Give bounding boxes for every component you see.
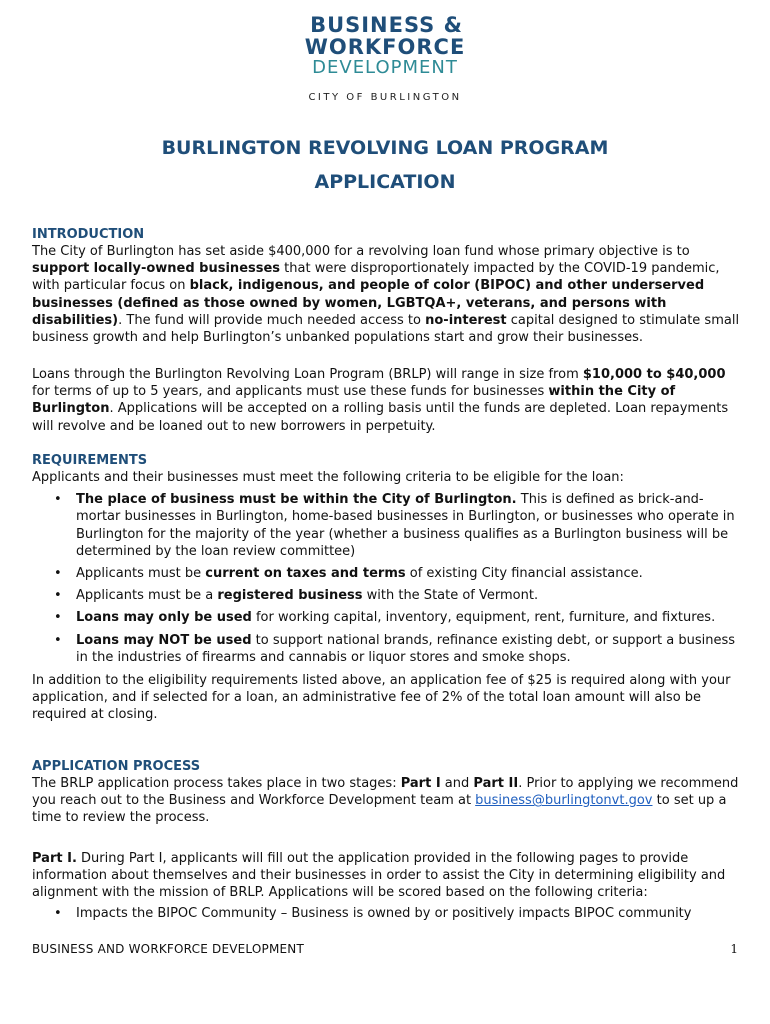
application-process-section	[32, 758, 742, 827]
requirement-item: • Applicants must be a registered business with the State of Vermont.	[54, 588, 539, 604]
application-process-heading: APPLICATION PROCESS	[32, 759, 201, 774]
introduction-paragraph-2: Loans through the Burlington Revolving Loan Program (BRLP) will range in size from $10,000 to $40,000 for terms of up to 5 years, and applicants must use these funds for businesses within the City of Burlington. Applications will be accepted on a rolling basis until the funds are depleted. Loan repayments will revolve and be loaned out to new borrowers in perpetuity.	[32, 367, 729, 434]
part-1-description: Part I. During Part I, applicants will fill out the application provided in the following pages to provide information about themselves and their businesses in order to assist the City in determining eligibility and alignment with the mission of BRLP. Applications will be scored based on the following criteria:	[32, 851, 726, 901]
document-title-line-2: APPLICATION	[314, 171, 456, 193]
requirement-item: • Loans may NOT be used to support national brands, refinance existing debt, or support a business in the industries of firearms and cannabis or liquor stores and smoke shops.	[54, 632, 736, 665]
introduction-heading: INTRODUCTION	[32, 227, 145, 242]
criteria-list	[32, 905, 742, 922]
part-1-label: Part I	[400, 776, 441, 791]
requirement-item: • The place of business must be within the City of Burlington. This is defined as brick-and-mortar businesses in Burlington, home-based businesses in Burlington, or businesses who operate in Burlington for the majority of the year (whether a business qualifies as a Burlington business will be determined by the loan review committee)	[54, 492, 735, 559]
part-2-label: Part II	[473, 776, 519, 791]
bullet-icon: •	[54, 632, 62, 648]
bullet-icon: •	[54, 588, 62, 604]
requirement-item: • Loans may only be used for working capital, inventory, equipment, rent, furniture, and fixtures.	[54, 610, 716, 626]
bullet-icon: •	[54, 566, 62, 582]
requirement-item: • Applicants must be current on taxes and terms of existing City financial assistance.	[54, 566, 643, 582]
introduction-section	[32, 226, 742, 346]
logo-city-line: CITY OF BURLINGTON	[308, 92, 462, 103]
bullet-icon: •	[54, 610, 62, 626]
footer-department: BUSINESS AND WORKFORCE DEVELOPMENT	[32, 942, 304, 956]
criteria-item: • Impacts the BIPOC Community – Business is owned by or positively impacts BIPOC community	[54, 905, 692, 921]
requirements-heading: REQUIREMENTS	[32, 453, 148, 468]
email-link[interactable]: business@burlingtonvt.gov	[475, 793, 653, 809]
document-title-line-1: BURLINGTON REVOLVING LOAN PROGRAM	[161, 137, 609, 159]
application-process-paragraph-1: The BRLP application process takes place in two stages: Part I and Part II. Prior to applying we recommend you reach out to the Business and Workforce Development team at business@burlingtonvt.gov to set up a time to review the process.	[32, 776, 739, 826]
bullet-icon: •	[54, 905, 62, 921]
logo-line-2: WORKFORCE	[304, 35, 466, 59]
footer-page-number: 1	[730, 942, 738, 956]
requirements-intro: Applicants and their businesses must meet the following criteria to be eligible for the loan:	[32, 470, 624, 485]
requirements-section	[32, 452, 742, 724]
logo-line-1: BUSINESS &	[310, 13, 463, 37]
requirements-closing: In addition to the eligibility requirements listed above, an application fee of $25 is required along with your application, and if selected for a loan, an administrative fee of 2% of the total loan amount will also be required at closing.	[32, 673, 731, 723]
introduction-paragraph-2-block	[32, 366, 742, 435]
part-1-description-label: Part I.	[32, 851, 77, 866]
requirements-list	[32, 491, 742, 666]
introduction-paragraph-1: The City of Burlington has set aside $400,000 for a revolving loan fund whose primary objective is to support locally-owned businesses that were disproportionately impacted by the COVID-19 pandemic, with particular focus on black, indigenous, and people of color (BIPOC) and other underserved businesses (defined as those owned by women, LGBTQA+, veterans, and persons with disabilities). The fund will provide much needed access to no-interest capital designed to stimulate small business growth and help Burlington’s unbanked populations start and grow their businesses.	[32, 244, 740, 346]
part-1-description-block	[32, 850, 742, 922]
bullet-icon: •	[54, 492, 62, 508]
logo	[0, 14, 770, 104]
logo-line-3: DEVELOPMENT	[312, 57, 458, 78]
